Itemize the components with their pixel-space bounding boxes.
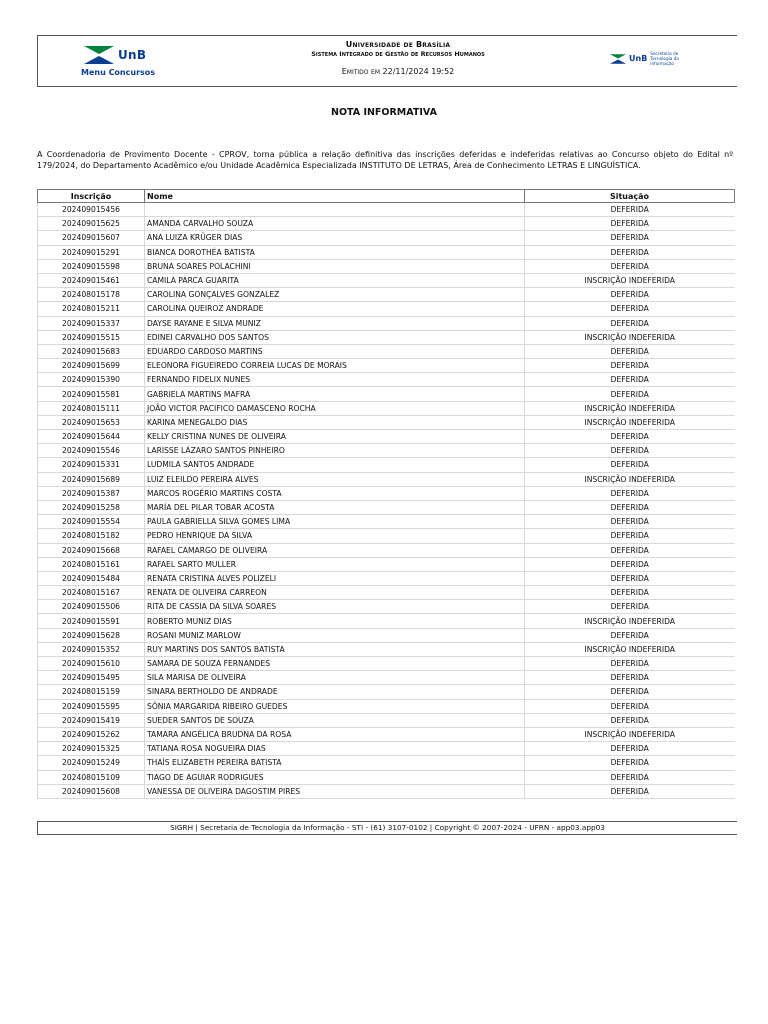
cell-nome: FERNANDO FIDELIX NUNES [145, 373, 525, 387]
cell-inscricao: 202409015325 [38, 742, 145, 756]
header-situacao: Situação [525, 190, 735, 203]
table-row [38, 699, 735, 713]
cell-nome: RAFAEL CAMARGO DE OLIVEIRA [145, 543, 525, 557]
table-row [38, 600, 735, 614]
cell-situacao: DEFERIDA [525, 500, 735, 514]
cell-nome: KELLY CRISTINA NUNES DE OLIVEIRA [145, 430, 525, 444]
cell-situacao: DEFERIDA [525, 203, 735, 217]
table-row [38, 401, 735, 415]
cell-inscricao: 202409015554 [38, 515, 145, 529]
cell-situacao: INSCRIÇÃO INDEFERIDA [525, 273, 735, 287]
cell-inscricao: 202409015419 [38, 713, 145, 727]
cell-inscricao: 202409015331 [38, 458, 145, 472]
cell-nome: PEDRO HENRIQUE DA SILVA [145, 529, 525, 543]
cell-situacao: DEFERIDA [525, 344, 735, 358]
cell-situacao: DEFERIDA [525, 600, 735, 614]
cell-inscricao: 202409015653 [38, 415, 145, 429]
cell-situacao: DEFERIDA [525, 685, 735, 699]
sti-logo-text: UnB [629, 54, 648, 63]
cell-inscricao: 202409015352 [38, 642, 145, 656]
cell-situacao: DEFERIDA [525, 756, 735, 770]
cell-inscricao: 202409015337 [38, 316, 145, 330]
menu-concursos-link[interactable]: Menu Concursos [81, 68, 156, 77]
cell-situacao: INSCRIÇÃO INDEFERIDA [525, 330, 735, 344]
table-row [38, 217, 735, 231]
cell-nome: JOÃO VICTOR PACIFICO DAMASCENO ROCHA [145, 401, 525, 415]
cell-situacao: DEFERIDA [525, 515, 735, 529]
cell-situacao: DEFERIDA [525, 444, 735, 458]
cell-nome: MARÍA DEL PILAR TOBAR ACOSTA [145, 500, 525, 514]
cell-situacao: DEFERIDA [525, 373, 735, 387]
cell-nome: CAMILA PARCA GUARITA [145, 273, 525, 287]
cell-nome: SAMARA DE SOUZA FERNANDES [145, 657, 525, 671]
cell-nome: BIANCA DOROTHÉA BATISTA [145, 245, 525, 259]
table-row [38, 302, 735, 316]
cell-inscricao: 202409015689 [38, 472, 145, 486]
cell-situacao: DEFERIDA [525, 430, 735, 444]
table-row [38, 557, 735, 571]
cell-situacao: INSCRIÇÃO INDEFERIDA [525, 642, 735, 656]
cell-inscricao: 202408015178 [38, 288, 145, 302]
cell-inscricao: 202409015591 [38, 614, 145, 628]
cell-nome: CAROLINA QUEIROZ ANDRADE [145, 302, 525, 316]
cell-inscricao: 202409015258 [38, 500, 145, 514]
cell-situacao: DEFERIDA [525, 458, 735, 472]
table-row [38, 713, 735, 727]
cell-situacao: DEFERIDA [525, 713, 735, 727]
cell-nome: ELEONORA FIGUEIREDO CORREIA LUCAS DE MORAIS [145, 359, 525, 373]
sti-logo [610, 51, 698, 66]
cell-situacao: DEFERIDA [525, 571, 735, 585]
cell-nome: ROBERTO MUNIZ DIAS [145, 614, 525, 628]
intro-paragraph: A Coordenadoria de Provimento Docente - CPROV, torna pública a relação definitiva das inscrições deferidas e indeferidas relativas ao Concurso objeto do Edital nº 179/2024, do Departamento Acadêmico e/ou Unidade Acadêmica Especializada INSTITUTO DE LETRAS, Área de Conhecimento LETRAS E LINGUÍSTICA. [37, 150, 733, 170]
cell-situacao: DEFERIDA [525, 671, 735, 685]
cell-nome: AMANDA CARVALHO SOUZA [145, 217, 525, 231]
cell-nome: SÔNIA MARGARIDA RIBEIRO GUEDES [145, 699, 525, 713]
table-row [38, 756, 735, 770]
cell-situacao: DEFERIDA [525, 657, 735, 671]
cell-inscricao: 202408015159 [38, 685, 145, 699]
header-title-block [208, 40, 588, 76]
cell-situacao: DEFERIDA [525, 359, 735, 373]
page-footer: SIGRH | Secretaria de Tecnologia da Informação - STI - (61) 3107-0102 | Copyright © 2007-2024 - UFRN - app03.app03 [37, 821, 737, 835]
cell-nome: EDUARDO CARDOSO MARTINS [145, 344, 525, 358]
table-row [38, 515, 735, 529]
cell-nome: LUDMILA SANTOS ANDRADE [145, 458, 525, 472]
table-row [38, 344, 735, 358]
cell-situacao: INSCRIÇÃO INDEFERIDA [525, 614, 735, 628]
cell-nome: ANA LUIZA KRÜGER DIAS [145, 231, 525, 245]
university-name: Universidade de Brasília [345, 40, 451, 49]
cell-nome: THAÍS ELIZABETH PEREIRA BATISTA [145, 756, 525, 770]
cell-nome: RITA DE CASSIA DA SILVA SOARES [145, 600, 525, 614]
cell-inscricao: 202409015546 [38, 444, 145, 458]
table-row [38, 316, 735, 330]
cell-inscricao: 202408015161 [38, 557, 145, 571]
page-title: NOTA INFORMATIVA [331, 107, 437, 118]
table-row [38, 586, 735, 600]
table-row [38, 727, 735, 741]
cell-nome: RENATA CRISTINA ALVES POLIZELI [145, 571, 525, 585]
cell-inscricao: 202409015598 [38, 259, 145, 273]
table-row [38, 203, 735, 217]
cell-inscricao: 202409015390 [38, 373, 145, 387]
unb-logo-text: UnB [118, 48, 147, 62]
cell-inscricao: 202408015211 [38, 302, 145, 316]
table-row [38, 500, 735, 514]
cell-nome: TATIANA ROSA NOGUEIRA DIAS [145, 742, 525, 756]
cell-inscricao: 202409015610 [38, 657, 145, 671]
cell-nome: RAFAEL SARTO MULLER [145, 557, 525, 571]
cell-situacao: DEFERIDA [525, 245, 735, 259]
cell-inscricao: 202409015668 [38, 543, 145, 557]
table-row [38, 486, 735, 500]
cell-situacao: INSCRIÇÃO INDEFERIDA [525, 472, 735, 486]
cell-inscricao: 202409015699 [38, 359, 145, 373]
table-row [38, 330, 735, 344]
cell-inscricao: 202409015484 [38, 571, 145, 585]
unb-logo-icon [84, 46, 114, 64]
cell-situacao: DEFERIDA [525, 770, 735, 784]
cell-nome: TIAGO DE AGUIAR RODRIGUES [145, 770, 525, 784]
table-row [38, 784, 735, 798]
cell-situacao: DEFERIDA [525, 387, 735, 401]
table-header-row [38, 190, 735, 203]
cell-nome: SINARA BERTHOLDO DE ANDRADE [145, 685, 525, 699]
cell-inscricao: 202409015291 [38, 245, 145, 259]
cell-nome: VANESSA DE OLIVEIRA DAGOSTIM PIRES [145, 784, 525, 798]
table-row [38, 415, 735, 429]
cell-inscricao: 202409015387 [38, 486, 145, 500]
cell-nome: RUY MARTINS DOS SANTOS BATISTA [145, 642, 525, 656]
cell-inscricao: 202408015109 [38, 770, 145, 784]
table-row [38, 571, 735, 585]
table-row [38, 373, 735, 387]
cell-nome: SUEDER SANTOS DE SOUZA [145, 713, 525, 727]
cell-situacao: DEFERIDA [525, 529, 735, 543]
cell-nome: LARISSE LÁZARO SANTOS PINHEIRO [145, 444, 525, 458]
table-row [38, 387, 735, 401]
cell-nome: CAROLINA GONÇALVES GONZALEZ [145, 288, 525, 302]
unb-logo-block[interactable] [81, 46, 181, 77]
table-row [38, 444, 735, 458]
cell-inscricao: 202409015515 [38, 330, 145, 344]
cell-situacao: DEFERIDA [525, 784, 735, 798]
table-row [38, 685, 735, 699]
cell-nome: DAYSE RAYANE E SILVA MUNIZ [145, 316, 525, 330]
cell-situacao: DEFERIDA [525, 543, 735, 557]
table-row [38, 430, 735, 444]
cell-inscricao: 202409015262 [38, 727, 145, 741]
table-row [38, 231, 735, 245]
cell-inscricao: 202409015607 [38, 231, 145, 245]
cell-inscricao: 202408015111 [38, 401, 145, 415]
cell-inscricao: 202409015249 [38, 756, 145, 770]
table-row [38, 671, 735, 685]
table-row [38, 642, 735, 656]
cell-inscricao: 202409015625 [38, 217, 145, 231]
cell-nome: ROSANI MUNIZ MARLOW [145, 628, 525, 642]
cell-inscricao: 202409015595 [38, 699, 145, 713]
cell-inscricao: 202409015628 [38, 628, 145, 642]
cell-inscricao: 202409015456 [38, 203, 145, 217]
cell-inscricao: 202409015683 [38, 344, 145, 358]
cell-situacao: DEFERIDA [525, 486, 735, 500]
sti-logo-icon [610, 54, 626, 64]
system-name: Sistema Integrado de Gestão de Recursos Humanos [311, 50, 485, 58]
cell-situacao: DEFERIDA [525, 288, 735, 302]
table-row [38, 259, 735, 273]
header-inscricao: Inscrição [38, 190, 145, 203]
cell-nome: RENATA DE OLIVEIRA CARREON [145, 586, 525, 600]
issued-date: Emitido em 22/11/2024 19:52 [341, 67, 455, 76]
cell-nome: MARCOS ROGÉRIO MARTINS COSTA [145, 486, 525, 500]
sti-logo-subtitle: Secretaria de Tecnologia da Informação [650, 51, 679, 66]
table-row [38, 273, 735, 287]
header-nome: Nome [145, 190, 525, 203]
table-row [38, 458, 735, 472]
cell-nome: PAULA GABRIELLA SILVA GOMES LIMA [145, 515, 525, 529]
cell-nome: SILA MARISA DE OLIVEIRA [145, 671, 525, 685]
cell-inscricao: 202409015506 [38, 600, 145, 614]
table-row [38, 657, 735, 671]
cell-inscricao: 202408015167 [38, 586, 145, 600]
cell-situacao: INSCRIÇÃO INDEFERIDA [525, 415, 735, 429]
cell-inscricao: 202409015644 [38, 430, 145, 444]
table-row [38, 543, 735, 557]
table-row [38, 288, 735, 302]
cell-situacao: DEFERIDA [525, 259, 735, 273]
table-row [38, 628, 735, 642]
cell-nome: GABRIELA MARTINS MAFRA [145, 387, 525, 401]
unb-logo[interactable] [84, 46, 181, 64]
cell-situacao: INSCRIÇÃO INDEFERIDA [525, 727, 735, 741]
cell-situacao: DEFERIDA [525, 742, 735, 756]
cell-situacao: DEFERIDA [525, 628, 735, 642]
table-row [38, 359, 735, 373]
table-row [38, 770, 735, 784]
inscriptions-table [37, 189, 735, 799]
cell-inscricao: 202409015581 [38, 387, 145, 401]
table-row [38, 245, 735, 259]
cell-situacao: DEFERIDA [525, 217, 735, 231]
cell-nome: KARINA MENEGALDO DIAS [145, 415, 525, 429]
cell-nome [145, 203, 525, 217]
table-row [38, 742, 735, 756]
cell-situacao: DEFERIDA [525, 316, 735, 330]
table-row [38, 529, 735, 543]
cell-inscricao: 202408015182 [38, 529, 145, 543]
cell-situacao: DEFERIDA [525, 586, 735, 600]
table-body [38, 203, 735, 799]
table-row [38, 472, 735, 486]
cell-nome: LUIZ ELEILDO PEREIRA ALVES [145, 472, 525, 486]
cell-situacao: DEFERIDA [525, 699, 735, 713]
cell-inscricao: 202409015495 [38, 671, 145, 685]
page-header [37, 35, 737, 87]
cell-situacao: DEFERIDA [525, 302, 735, 316]
cell-situacao: DEFERIDA [525, 557, 735, 571]
cell-nome: EDINEI CARVALHO DOS SANTOS [145, 330, 525, 344]
cell-situacao: INSCRIÇÃO INDEFERIDA [525, 401, 735, 415]
cell-inscricao: 202409015608 [38, 784, 145, 798]
cell-nome: TAMARA ANGÉLICA BRUDNA DA ROSA [145, 727, 525, 741]
cell-situacao: DEFERIDA [525, 231, 735, 245]
cell-inscricao: 202409015461 [38, 273, 145, 287]
table-row [38, 614, 735, 628]
cell-nome: BRUNA SOARES POLACHINI [145, 259, 525, 273]
